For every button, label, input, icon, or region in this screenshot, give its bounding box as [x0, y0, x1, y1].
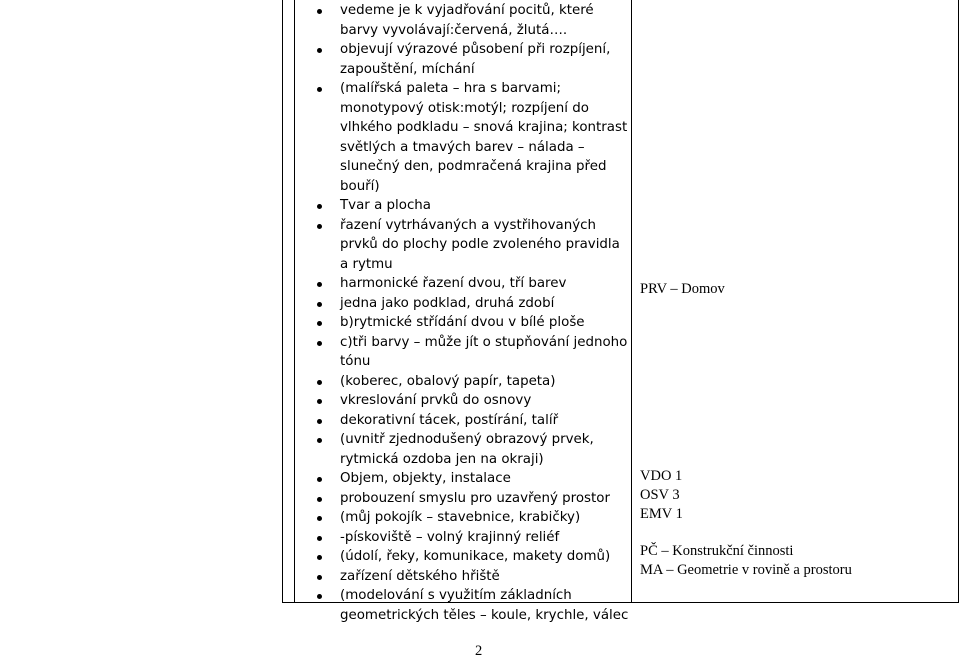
list-item-text: (uvnitř zjednodušený obrazový prvek, rytmická ozdoba jen na okraji) [340, 432, 594, 467]
list-item-text: jedna jako podklad, druhá zdobí [340, 295, 555, 311]
list-item-text: b)rytmické střídání dvou v bílé ploše [340, 315, 585, 330]
list-item-text: Objem, objekty, instalace [340, 471, 511, 486]
bullet-icon [317, 399, 322, 404]
list-item-text: (údolí, řeky, komunikace, makety domů) [340, 549, 611, 564]
bullet-icon [317, 321, 322, 326]
crosscurricular-link-vdo: VDO 1 [640, 468, 683, 484]
bullet-icon [317, 9, 322, 14]
list-item-text: objevují výrazové působení při rozpíjení, zapouštění, míchání [340, 42, 611, 77]
list-item [300, 391, 630, 411]
bullet-icon [317, 87, 322, 92]
page-number: 2 [475, 643, 483, 659]
list-item [300, 489, 630, 509]
list-item [300, 79, 630, 196]
list-item [300, 567, 630, 587]
bullet-icon [317, 419, 322, 424]
list-item [300, 313, 630, 333]
bullet-icon [317, 341, 322, 346]
list-item-text: (koberec, obalový papír, tapeta) [340, 373, 556, 389]
list-item [300, 547, 630, 567]
crosscurricular-link-emv: EMV 1 [640, 506, 683, 522]
list-item [300, 508, 630, 528]
crosscurricular-link-prv: PRV – Domov [640, 281, 725, 297]
bullet-icon [317, 48, 322, 53]
list-item-text: řazení vytrhávaných a vystřihovaných prvků do plochy podle zvoleného pravidla a rytmu [340, 217, 620, 272]
list-item-text: vedeme je k vyjadřování pocitů, které barvy vyvolávají:červená, žlutá…. [340, 3, 594, 38]
list-item [300, 469, 630, 489]
list-item-text: c)tři barvy – může jít o stupňování jednoho tónu [340, 334, 628, 369]
bullet-icon [317, 536, 322, 541]
bullet-icon [317, 575, 322, 580]
bullet-icon [317, 594, 322, 599]
content-bullet-list [300, 1, 630, 625]
list-item-text: dekorativní tácek, postírání, talíř [340, 412, 559, 428]
list-item-text: harmonické řazení dvou, tří barev [340, 276, 567, 291]
list-item [300, 430, 630, 469]
list-item [300, 274, 630, 294]
bullet-icon [317, 302, 322, 307]
bullet-icon [317, 516, 322, 521]
list-item [300, 528, 630, 548]
column-divider [294, 0, 295, 602]
list-item-text: probouzení smyslu pro uzavřený prostor [340, 490, 610, 506]
list-item [300, 196, 630, 216]
crosscurricular-link-pc: PČ – Konstrukční činnosti [640, 543, 794, 559]
list-item-text: Tvar a plocha [340, 198, 432, 213]
bullet-icon [317, 380, 322, 385]
list-item [300, 216, 630, 275]
crosscurricular-link-osv: OSV 3 [640, 487, 680, 503]
list-item [300, 40, 630, 79]
list-item [300, 411, 630, 431]
list-item-text: -pískoviště – volný krajinný reliéf [340, 529, 560, 545]
crosscurricular-link-ma: MA – Geometrie v rovině a prostoru [640, 562, 852, 578]
bullet-icon [317, 438, 322, 443]
list-item-text: (modelování s využitím základních geometrických těles – koule, krychle, válec [340, 588, 629, 623]
list-item-text: zařízení dětského hřiště [340, 568, 500, 584]
bullet-icon [317, 477, 322, 482]
list-item [300, 294, 630, 314]
bullet-icon [317, 224, 322, 229]
list-item-text: (malířská paleta – hra s barvami; monotypový otisk:motýl; rozpíjení do vlhkého podkladu – snová krajina; kontrast světlých a tmavých barev – nálada – slunečný den, podmračená krajina před bouří) [340, 81, 628, 194]
bullet-icon [317, 497, 322, 502]
bullet-icon [317, 204, 322, 209]
list-item-text: (můj pokojík – stavebnice, krabičky) [340, 510, 581, 525]
list-item [300, 586, 630, 625]
list-item [300, 372, 630, 392]
list-item [300, 333, 630, 372]
list-item [300, 1, 630, 40]
column-divider [631, 0, 632, 602]
bullet-icon [317, 555, 322, 560]
list-item-text: vkreslování prvků do osnovy [340, 393, 532, 408]
bullet-icon [317, 282, 322, 287]
